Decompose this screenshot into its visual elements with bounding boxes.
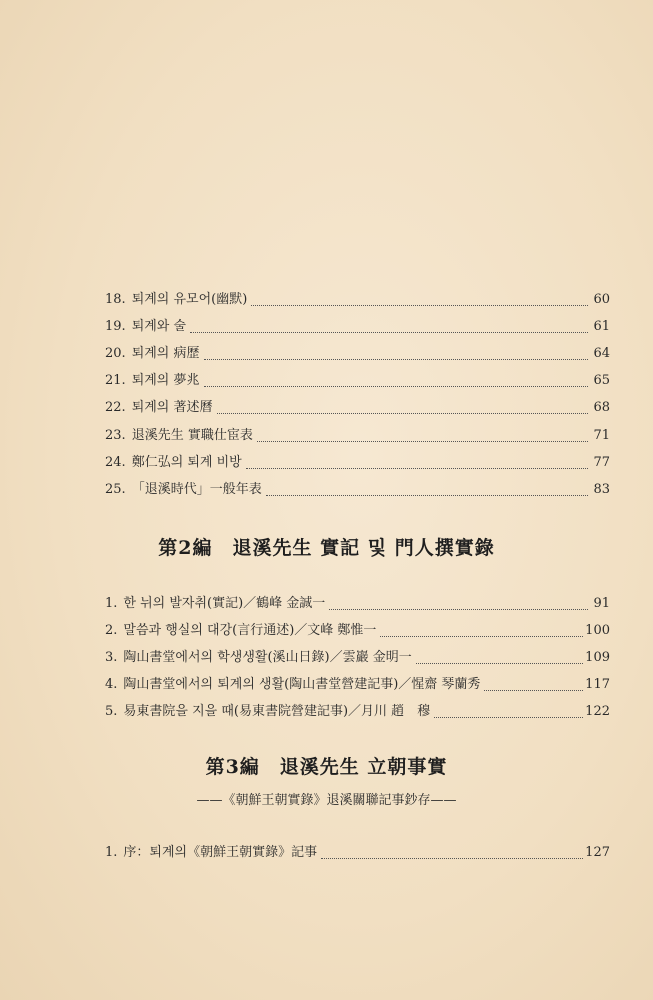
entry-title: 易東書院을 지을 때(易東書院營建記事)／月川 趙 穆: [123, 704, 431, 719]
toc-entry: [105, 451, 610, 473]
leader-dots: [321, 858, 583, 859]
entry-page: 91: [593, 596, 610, 611]
leader-dots: [329, 609, 588, 610]
leader-dots: [246, 468, 588, 469]
leader-dots: [204, 359, 589, 360]
entry-number: 23.: [105, 428, 126, 443]
toc-entry: [105, 369, 610, 391]
entry-title: 말씀과 행실의 대강(言行通述)／文峰 鄭惟一: [123, 623, 377, 638]
entry-page: 100: [585, 623, 610, 638]
toc-entry: [105, 288, 610, 310]
entry-title: 퇴계의 著述曆: [131, 400, 213, 415]
entry-page: 68: [593, 400, 610, 415]
entry-page: 109: [585, 650, 610, 665]
entry-number: 3.: [105, 650, 118, 665]
entry-page: 122: [585, 704, 610, 719]
toc-entry: [105, 424, 610, 446]
entry-page: 71: [593, 428, 610, 443]
leader-dots: [266, 495, 588, 496]
leader-dots: [190, 332, 588, 333]
toc-entry: [105, 592, 610, 614]
entry-title: 퇴계와 술: [131, 319, 187, 334]
entry-page: 83: [593, 482, 610, 497]
entry-title: 「退溪時代」一般年表: [131, 482, 262, 497]
leader-dots: [380, 636, 583, 637]
entry-page: 65: [593, 373, 610, 388]
toc-entry: [105, 646, 610, 668]
entry-page: 127: [585, 845, 610, 860]
leader-dots: [416, 663, 583, 664]
toc-entry: [105, 315, 610, 337]
entry-page: 60: [593, 292, 610, 307]
entry-title: 鄭仁弘의 퇴계 비방: [131, 455, 242, 470]
entry-title: 退溪先生 實職仕宦表: [131, 428, 253, 443]
entry-title: 陶山書堂에서의 퇴계의 생활(陶山書堂營建記事)／惺齋 琴蘭秀: [123, 677, 481, 692]
entry-page: 61: [593, 319, 610, 334]
entry-number: 2.: [105, 623, 118, 638]
entry-title: 陶山書堂에서의 학생생활(溪山日錄)／雲巖 金明一: [123, 650, 412, 665]
entry-page: 117: [585, 677, 610, 692]
section3-heading: 第3編 退溪先生 立朝事實: [205, 756, 448, 778]
entry-number: 25.: [105, 482, 126, 497]
section3-subheading: ——《朝鮮王朝實錄》退溪關聯記事鈔存——: [196, 793, 457, 808]
toc-entry: [105, 342, 610, 364]
entry-number: 19.: [105, 319, 126, 334]
entry-number: 5.: [105, 704, 118, 719]
entry-title: 퇴계의 夢兆: [131, 373, 200, 388]
leader-dots: [204, 386, 589, 387]
leader-dots: [484, 690, 583, 691]
leader-dots: [251, 305, 588, 306]
entry-number: 21.: [105, 373, 126, 388]
entry-number: 1.: [105, 596, 118, 611]
entry-title: 한 뉘의 발자취(實記)／鶴峰 金誠一: [123, 596, 326, 611]
entry-title: 序：퇴계의《朝鮮王朝實錄》記事: [123, 845, 318, 860]
toc-entry: [105, 841, 610, 863]
entry-page: 64: [593, 346, 610, 361]
section2-heading: 第2編 退溪先生 實記 및 門人撰實錄: [158, 537, 495, 559]
leader-dots: [257, 441, 588, 442]
entry-number: 20.: [105, 346, 126, 361]
entry-title: 퇴계의 病歷: [131, 346, 200, 361]
toc-entry: [105, 700, 610, 722]
entry-number: 4.: [105, 677, 118, 692]
leader-dots: [434, 717, 583, 718]
entry-number: 22.: [105, 400, 126, 415]
toc-entry: [105, 396, 610, 418]
toc-entry: [105, 619, 610, 641]
entry-page: 77: [593, 455, 610, 470]
toc-entry: [105, 673, 610, 695]
toc-entry: [105, 478, 610, 500]
leader-dots: [217, 413, 589, 414]
entry-number: 1.: [105, 845, 118, 860]
entry-title: 퇴계의 유모어(幽默): [131, 292, 248, 307]
entry-number: 18.: [105, 292, 126, 307]
entry-number: 24.: [105, 455, 126, 470]
